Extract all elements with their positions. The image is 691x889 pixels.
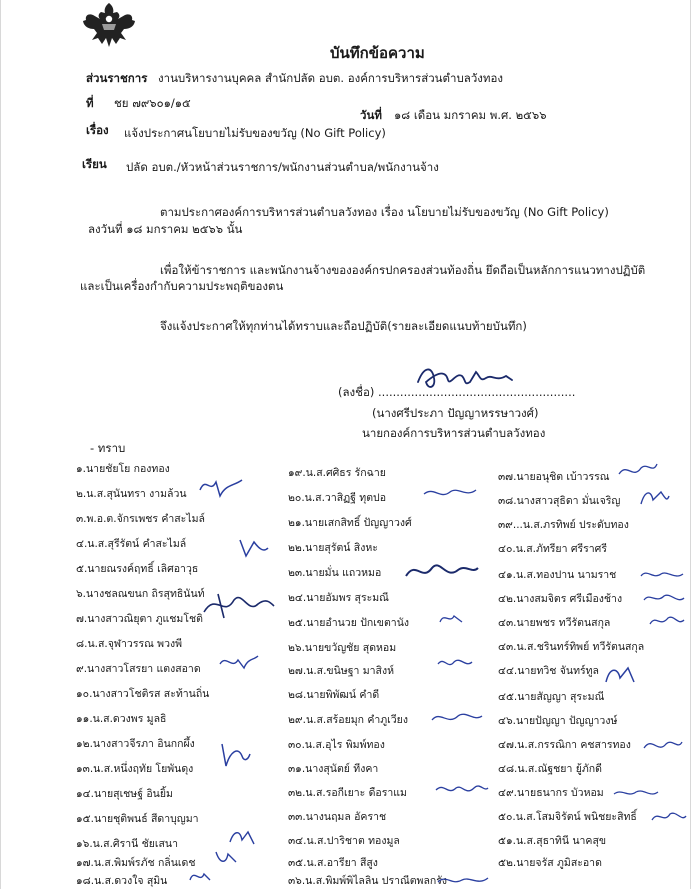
handwritten-signature-image xyxy=(212,846,240,866)
list-item: ๕.นายณรงค์ฤทธิ์ เลิศอาวุธ xyxy=(76,563,199,575)
subject-label: เรื่อง xyxy=(86,123,109,137)
handwritten-signature-image xyxy=(196,474,246,500)
list-item: ๑๑.น.ส.ดวงพร มูลธิ xyxy=(76,713,167,725)
list-item: ๒๕.นายอำนวย ปักเขตานัง xyxy=(288,617,410,629)
signer-position: นายกองค์การบริหารส่วนตำบลวังทอง xyxy=(362,426,546,440)
handwritten-signature-image xyxy=(637,486,671,510)
list-item: ๔๘.น.ส.ณัฐชยา ยู้ภักดี xyxy=(498,763,602,775)
list-item: ๖.นางชลณขนก ถิรสุทธินันท์ xyxy=(76,588,205,600)
list-item: ๒๐.น.ส.วาสิฏฐี ทุตปอ xyxy=(288,492,387,504)
list-item: ๑๙.น.ส.ศศิธร รักฉาย xyxy=(288,467,386,479)
list-item: ๒๔.นายอัมพร สุระมณี xyxy=(288,592,389,604)
list-item: ๗.นางสาวณิยุตา ภูแชมโชติ xyxy=(76,613,203,625)
list-item: ๔๑.น.ส.ทองปาน นามราช xyxy=(498,569,617,581)
list-item: ๑๔.นายสุเชษฐ์ อินยิ้ม xyxy=(76,788,173,800)
list-item: ๔๐.น.ส.ภัทรียา ศรีราศรี xyxy=(498,543,607,555)
handwritten-signature-image xyxy=(420,482,480,502)
ref-label: ที่ xyxy=(86,96,94,110)
handwritten-signature-image xyxy=(434,654,474,674)
handwritten-signature-image xyxy=(648,806,688,828)
list-item: ๑๘.น.ส.ดวงใจ สุมิน xyxy=(76,875,168,887)
date-value: ๑๘ เดือน มกราคม พ.ศ. ๒๕๖๖ xyxy=(394,108,547,122)
paragraph-1-line-2: ลงวันที่ ๑๘ มกราคม ๒๕๖๖ นั้น xyxy=(88,222,243,236)
handwritten-signature-image xyxy=(640,734,684,756)
to-label: เรียน xyxy=(82,157,107,171)
list-item: ๒๗.น.ส.ขนิษฐา มาสิงห์ xyxy=(288,665,394,677)
paragraph-3: จึงแจ้งประกาศให้ทุกท่านได้ทราบและถือปฏิบัติ(รายละเอียดแนบท้ายบันทึก) xyxy=(160,319,527,333)
signer-name: (นางศรีประภา ปัญญาหรรษาวงศ์) xyxy=(372,406,539,420)
list-item: ๔๗.น.ส.กรรณิกา คชสารทอง xyxy=(498,739,631,751)
list-item: ๑.นายชัยโย กองทอง xyxy=(76,463,170,475)
to-value: ปลัด อบต./หัวหน้าส่วนราชการ/พนักงานส่วนตำบล/พนักงานจ้าง xyxy=(126,160,439,174)
handwritten-signature-image xyxy=(236,536,272,560)
handwritten-signature-image xyxy=(216,650,260,674)
list-item: ๔๖.นายปัญญา ปัญญาวงษ์ xyxy=(498,715,618,727)
handwritten-signature-image xyxy=(402,554,480,588)
garuda-emblem-icon xyxy=(80,0,138,50)
list-item: ๒๓.นายมั่น แถวหมอ xyxy=(288,567,382,579)
subject-value: แจ้งประกาศนโยบายไม่รับของขวัญ (No Gift Policy) xyxy=(124,126,386,140)
handwritten-signature-image xyxy=(646,610,686,632)
list-item: ๒๖.นายขวัญชัย สุดหอม xyxy=(288,642,397,654)
list-item: ๑๕.นายชุติพนธ์ สีดาบุญมา xyxy=(76,813,199,825)
memo-title: บันทึกข้อความ xyxy=(330,44,425,62)
list-item: ๓๔.น.ส.ปาริชาต ทองมูล xyxy=(288,835,400,847)
list-item: ๓๖.น.ส.พิมพ์พิไลลิน ปราณีตพลกรัง xyxy=(288,875,448,887)
list-item: ๒๑.นายเสกสิทธิ์ ปัญญาวงศ์ xyxy=(288,517,412,529)
handwritten-signature-image xyxy=(432,778,490,802)
list-item: ๓๘.นางสาวสุธิดา มั่นเจริญ xyxy=(498,495,621,507)
list-item: ๔๓.นายพชร ทวีรัตนสกุล xyxy=(498,617,611,629)
handwritten-signature-image xyxy=(226,826,258,848)
page-left-edge xyxy=(0,0,1,889)
list-item: ๕๐.น.ส.โสมจิรัตน์ พนิชยะสิทธิ์ xyxy=(498,811,637,823)
date-label: วันที่ xyxy=(360,108,382,122)
list-item: ๒๙.น.ส.สร้อยมุก คำภูเวียง xyxy=(288,714,408,726)
list-item: ๓๓.นางนฤมล อัคราช xyxy=(288,811,387,823)
list-item: ๑๒.นางสาวจีรภา อินกกผึ้ง xyxy=(76,738,195,750)
list-item: ๒๘.นายพิพัฒน์ คำดี xyxy=(288,689,380,701)
handwritten-signature-image xyxy=(186,866,214,886)
list-item: ๔.น.ส.สุรีรัตน์ คำสะไมล์ xyxy=(76,538,187,550)
paragraph-2-line-2: และเป็นเครื่องกำกับความประพฤติของตน xyxy=(80,279,284,293)
list-item: ๔๕.นายสัญญา สุระมณี xyxy=(498,691,605,703)
list-item: ๔๙.นายธนากร บัวหอม xyxy=(498,787,604,799)
list-item: ๒๒.นายสุรัตน์ สิงหะ xyxy=(288,542,378,554)
list-item: ๔๓.น.ส.ชรินทร์ทิพย์ ทวีรัตนสกุล xyxy=(498,641,645,653)
handwritten-signature-image xyxy=(434,872,492,889)
handwritten-signature-image xyxy=(216,740,252,770)
list-item: ๓๙...น.ส.ภรทิพย์ ประดับทอง xyxy=(498,519,629,531)
list-item: ๑๗.น.ส.พิมพ์รภัช กลิ่นเดช xyxy=(76,857,196,869)
handwritten-signature-image xyxy=(436,608,466,628)
list-item: ๔๔.นายทวิช จันทร์ทูล xyxy=(498,665,599,677)
handwritten-signature-image xyxy=(610,784,660,802)
list-item: ๑๐.นางสาวโชติรส สะท้านถิ่น xyxy=(76,688,210,700)
list-item: ๒.น.ส.สุนันทรา งามล้วน xyxy=(76,488,187,500)
paragraph-2-line-1: เพื่อให้ข้าราชการ และพนักงานจ้างขององค์กรปกครองส่วนท้องถิ่น ยึดถือเป็นหลักการแนวทางปฏิบัติ xyxy=(160,263,646,277)
handwritten-signature-image xyxy=(198,588,278,622)
agency-label: ส่วนราชการ xyxy=(86,71,148,85)
list-item: ๓๐.น.ส.อุไร พิมพ์ทอง xyxy=(288,739,385,751)
list-item: ๑๓.น.ส.หนึ่งฤทัย โยพันดุง xyxy=(76,763,194,775)
handwritten-signature-image xyxy=(428,706,486,730)
list-item: ๙.นางสาวโสรยา แตงสอาด xyxy=(76,663,201,675)
list-item: ๔๒.นางสมจิตร ศรีเมืองช้าง xyxy=(498,593,623,605)
list-item: ๓๒.น.ส.รอกีเยาะ ดือราแม xyxy=(288,787,407,799)
list-item: ๕๑.น.ส.สุธาทินี นาคสุข xyxy=(498,835,607,847)
list-item: ๓๗.นายอนุชิต เบ้าวรรณ xyxy=(498,471,610,483)
handwritten-signature-image xyxy=(602,662,638,688)
list-item: ๓๑.นางสุนัตย์ ทีงคา xyxy=(288,763,379,775)
paragraph-1-line-1: ตามประกาศองค์การบริหารส่วนตำบลวังทอง เรื่อง นโยบายไม่รับของขวัญ (No Gift Policy) xyxy=(160,205,609,219)
ref-value: ชย ๗๙๖๐๑/๑๕ xyxy=(114,96,191,110)
list-item: ๕๒.นายจรัส ภูมิสะอาด xyxy=(498,857,602,869)
signature-line: (ลงชื่อ) ...................................................... xyxy=(338,385,576,399)
handwritten-signature-image xyxy=(640,588,688,608)
handwritten-signature-image xyxy=(615,458,659,484)
agency-value: งานบริหารงานบุคคล สำนักปลัด อบต. องค์การบริหารส่วนตำบลวังทอง xyxy=(158,71,503,85)
list-item: ๑๖.น.ส.ศิรานี ชัยเสนา xyxy=(76,838,178,850)
handwritten-signature-image xyxy=(637,566,687,584)
list-item: ๓๕.น.ส.อารียา สีสูง xyxy=(288,857,378,869)
list-item: ๓.พ.อ.ต.จักรเพชร คำสะไมล์ xyxy=(76,513,205,525)
acknowledge-label: - ทราบ xyxy=(90,441,126,455)
list-item: ๘.น.ส.จุฬาวรรณ พวงพี xyxy=(76,638,183,650)
